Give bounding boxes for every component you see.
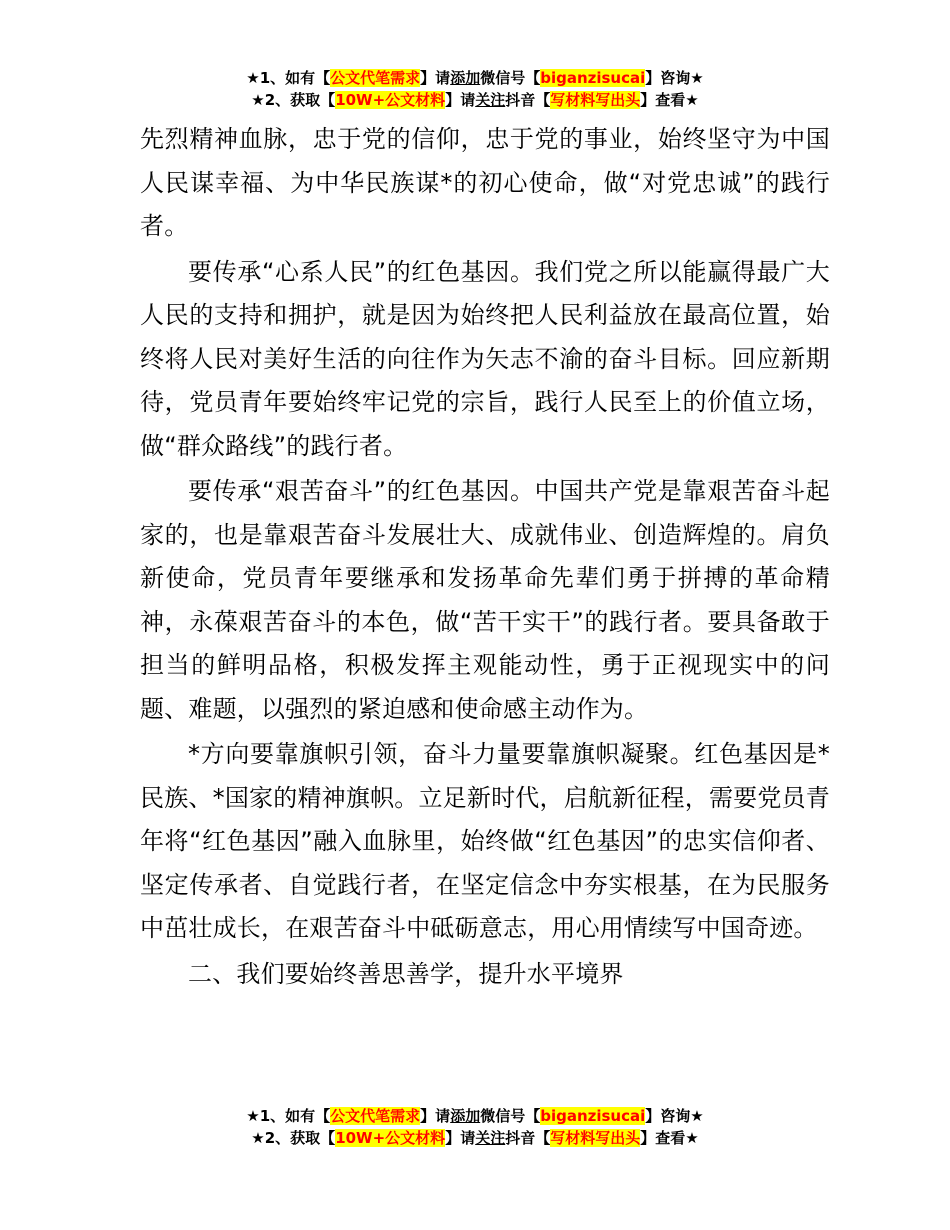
highlight-materials: 10W+公文材料 — [335, 91, 446, 109]
highlight-douyin-account: 写材料写出头 — [550, 1129, 641, 1147]
paragraph-red-gene-flag: *方向要靠旗帜引领，奋斗力量要靠旗帜凝聚。红色基因是*民族、*国家的精神旗帜。立足新时代，启航新征程，需要党员青年将“红色基因”融入血脉里，始终做“红色基因”的忠实信仰者、坚定传承者、自觉践行者，在坚定信念中夯实根基，在为民服务中茁壮成长，在艰苦奋斗中砥砺意志，用心用情续写中国奇迹。 — [140, 740, 830, 942]
highlight-ghostwriting: 公文代笔需求 — [330, 1107, 421, 1125]
highlight-douyin-account: 写材料写出头 — [550, 91, 641, 109]
document-body — [140, 118, 830, 996]
banner-line-1: ★1、如有【公文代笔需求】请添加微信号【biganzisucai】咨询★ — [246, 69, 704, 87]
paragraph-serve-people: 要传承“心系人民”的红色基因。我们党之所以能赢得最广大人民的支持和拥护，就是因为始终把人民利益放在最高位置，始终将人民对美好生活的向往作为矢志不渝的奋斗目标。回应新期待，党员青年要始终牢记党的宗旨，践行人民至上的价值立场，做“群众路线”的践行者。 — [140, 257, 830, 460]
footer-banner — [0, 1105, 950, 1149]
banner-line-2: ★2、获取【10W+公文材料】请关注抖音【写材料写出头】查看★ — [251, 1129, 699, 1147]
banner-line-1: ★1、如有【公文代笔需求】请添加微信号【biganzisucai】咨询★ — [246, 1107, 704, 1125]
highlight-ghostwriting: 公文代笔需求 — [330, 69, 421, 87]
highlight-wechat-id: biganzisucai — [540, 1107, 646, 1125]
header-banner — [0, 67, 950, 111]
highlight-wechat-id: biganzisucai — [540, 69, 646, 87]
highlight-materials: 10W+公文材料 — [335, 1129, 446, 1147]
banner-line-2: ★2、获取【10W+公文材料】请关注抖音【写材料写出头】查看★ — [251, 91, 699, 109]
paragraph-hard-work: 要传承“艰苦奋斗”的红色基因。中国共产党是靠艰苦奋斗起家的，也是靠艰苦奋斗发展壮大、成就伟业、创造辉煌的。肩负新使命，党员青年要继承和发扬革命先辈们勇于拼搏的革命精神，永葆艰苦奋斗的本色，做“苦干实干”的践行者。要具备敢于担当的鲜明品格，积极发挥主观能动性，勇于正视现实中的问题、难题，以强烈的紧迫感和使命感主动作为。 — [140, 477, 830, 723]
section-heading: 二、我们要始终善思善学，提升水平境界 — [188, 959, 624, 988]
paragraph-continuation: 先烈精神血脉，忠于党的信仰，忠于党的事业，始终坚守为中国人民谋幸福、为中华民族谋*的初心使命，做“对党忠诚”的践行者。 — [140, 125, 830, 240]
